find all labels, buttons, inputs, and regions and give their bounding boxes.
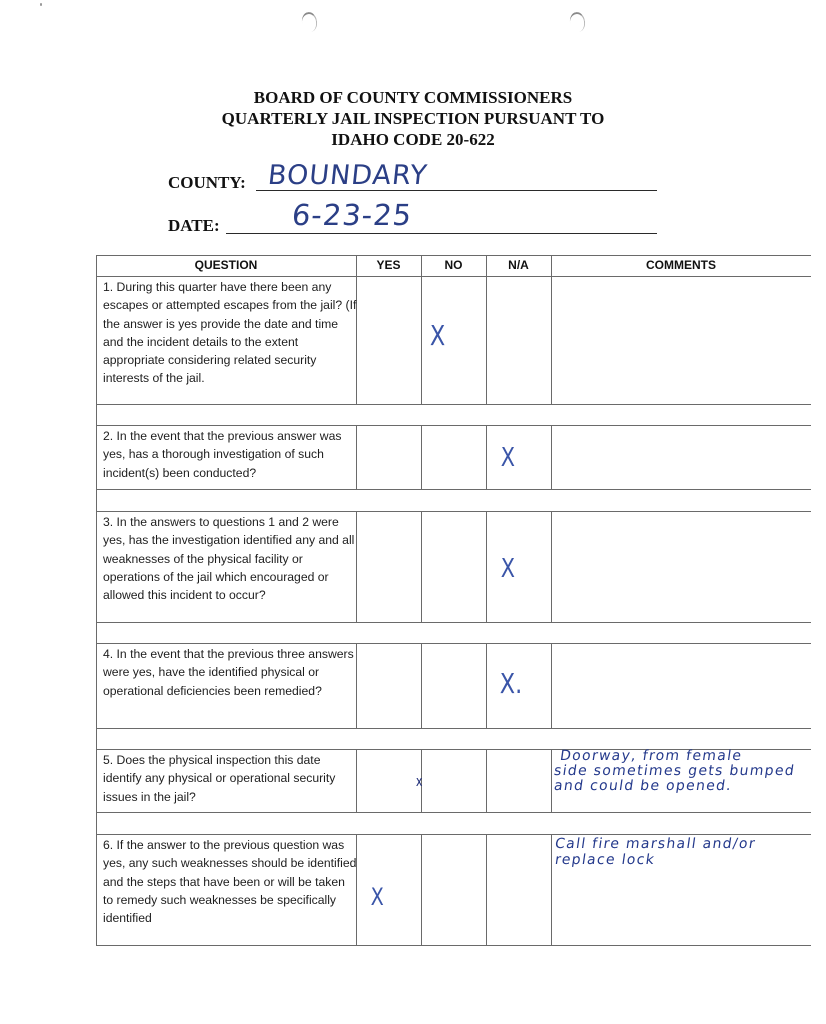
table-border: [96, 425, 811, 426]
table-border: [96, 255, 97, 946]
question-3-text: 3. In the answers to questions 1 and 2 were yes, has the investigation identified any and all weaknesses of the physical facility or operations of the jail which encouraged or allowed this incident to occur?: [103, 515, 355, 603]
header-question: QUESTION: [194, 258, 258, 272]
question-5-text: 5. Does the physical inspection this date identify any physical or operational security issues in the jail?: [103, 753, 336, 804]
table-border: [96, 728, 811, 729]
table-border: [96, 404, 811, 405]
header-no: NO: [444, 258, 463, 272]
column-divider: [421, 834, 422, 945]
comment-q5-line-1[interactable]: Doorway, from female: [558, 748, 744, 764]
column-divider: [486, 749, 487, 812]
answer-mark-q3-na[interactable]: X: [500, 554, 516, 584]
column-divider: [551, 425, 552, 489]
column-divider: [551, 834, 552, 945]
column-divider: [486, 276, 487, 404]
punch-hole-left: [300, 11, 318, 33]
column-divider: [551, 511, 552, 622]
comment-q5-line-2[interactable]: side sometimes gets bumped: [552, 763, 797, 779]
column-divider: [486, 511, 487, 622]
table-border: [96, 255, 811, 256]
comment-q5-line-3[interactable]: and could be opened.: [552, 778, 734, 794]
table-border: [96, 622, 811, 623]
document-title-line-2: QUARTERLY JAIL INSPECTION PURSUANT TO: [221, 109, 605, 128]
answer-mark-q1-no[interactable]: X: [429, 319, 446, 352]
table-border: [96, 812, 811, 813]
scan-speck: [40, 3, 42, 6]
question-2-text: 2. In the event that the previous answer was yes, has a thorough investigation of such incident(s) been conducted?: [103, 429, 342, 480]
date-value[interactable]: 6-23-25: [290, 198, 414, 232]
county-label: COUNTY:: [168, 173, 246, 192]
column-divider: [486, 643, 487, 728]
question-6-text: 6. If the answer to the previous question was yes, any such weaknesses should be identified and the steps that have been or will be taken to remedy such weaknesses be specifically identified: [103, 838, 357, 926]
column-divider: [551, 276, 552, 404]
comment-q6-line-2[interactable]: replace lock: [553, 852, 657, 868]
answer-mark-q5[interactable]: x: [415, 774, 423, 790]
column-divider: [551, 643, 552, 728]
table-border: [96, 643, 811, 644]
column-divider: [421, 425, 422, 489]
table-border: [96, 489, 811, 490]
comment-q6-line-1[interactable]: Call fire marshall and/or: [553, 836, 757, 852]
punch-hole-right: [568, 11, 586, 33]
table-border: [96, 834, 811, 835]
question-4-text: 4. In the event that the previous three answers were yes, have the identified physical or operational deficiencies been remedied?: [103, 647, 354, 698]
table-border: [96, 945, 811, 946]
answer-mark-q2-na[interactable]: X: [500, 443, 516, 473]
date-label: DATE:: [168, 216, 220, 235]
column-divider: [421, 643, 422, 728]
column-divider: [486, 834, 487, 945]
document-title-line-1: BOARD OF COUNTY COMMISSIONERS: [253, 88, 573, 107]
column-divider: [486, 425, 487, 489]
column-divider: [551, 749, 552, 812]
county-value[interactable]: BOUNDARY: [266, 160, 430, 191]
document-title-line-3: IDAHO CODE 20-622: [331, 130, 495, 149]
table-border: [96, 276, 811, 277]
header-comments: COMMENTS: [646, 258, 716, 272]
table-border: [96, 511, 811, 512]
answer-mark-q4-na[interactable]: X.: [499, 667, 523, 700]
header-yes: YES: [376, 258, 401, 272]
question-1-text: 1. During this quarter have there been any escapes or attempted escapes from the jail? (If the answer is yes provide the date and time and the incident details to the extent appropriate considering related security interests of the jail.: [103, 280, 357, 386]
header-na: N/A: [508, 258, 529, 272]
column-divider: [421, 511, 422, 622]
column-divider: [421, 276, 422, 404]
answer-mark-q6-yes[interactable]: X: [370, 883, 384, 911]
date-underline: [226, 233, 657, 234]
